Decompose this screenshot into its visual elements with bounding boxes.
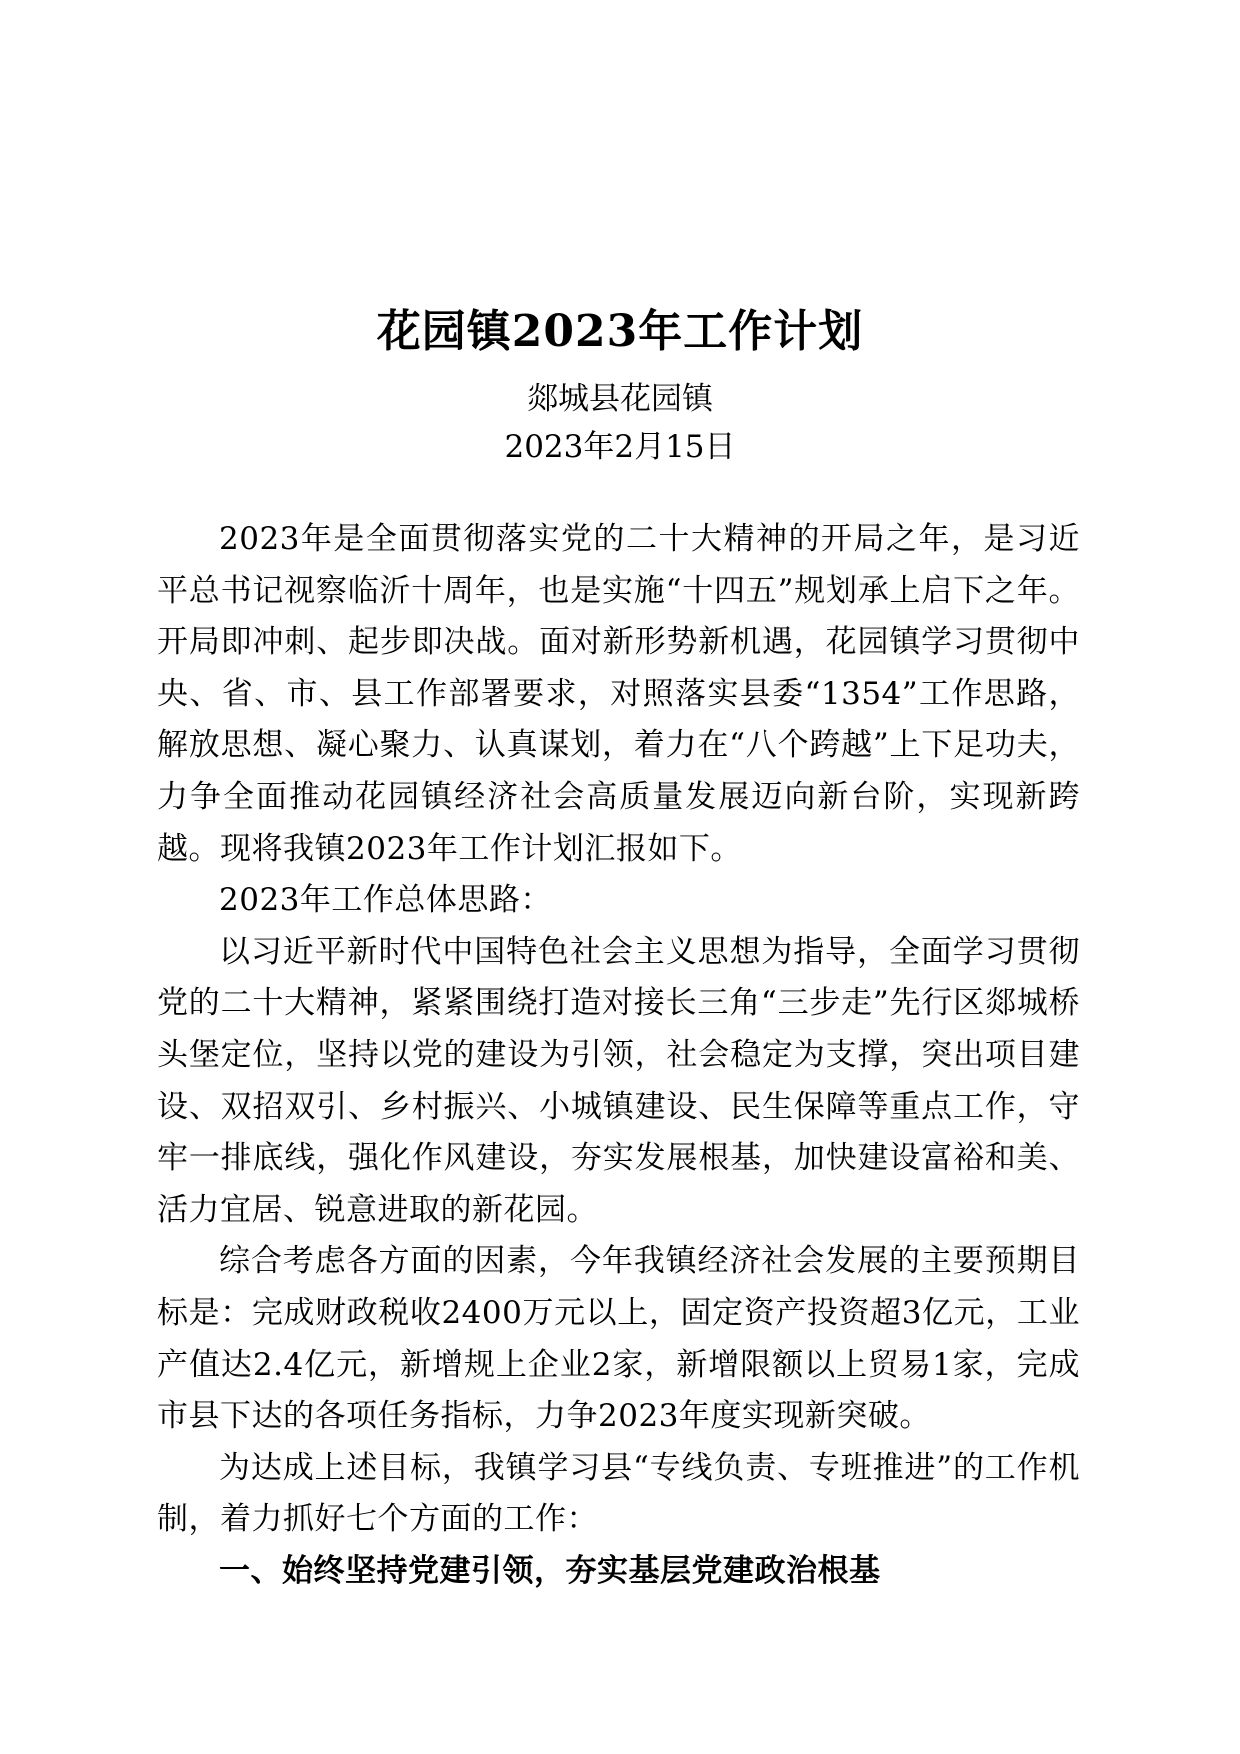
paragraph-intro: 2023年是全面贯彻落实党的二十大精神的开局之年，是习近平总书记视察临沂十周年，也是实施“十四五”规划承上启下之年。开局即冲刺、起步即决战。面对新形势新机遇，花园镇学习贯彻中央、省、市、县工作部署要求，对照落实县委“1354”工作思路，解放思想、凝心聚力、认真谋划，着力在“八个跨越”上下足功夫，力争全面推动花园镇经济社会高质量发展迈向新台阶，实现新跨越。现将我镇2023年工作计划汇报如下。 (157, 521, 1080, 867)
document-body (157, 514, 1080, 1597)
paragraph-guiding-thought: 以习近平新时代中国特色社会主义思想为指导，全面学习贯彻党的二十大精神，紧紧围绕打造对接长三角“三步走”先行区郯城桥头堡定位，坚持以党的建设为引领，社会稳定为支撑，突出项目建设、双招双引、乡村振兴、小城镇建设、民生保障等重点工作，守牢一排底线，强化作风建设，夯实发展根基，加快建设富裕和美、活力宜居、锐意进取的新花园。 (157, 933, 1080, 1228)
paragraph-overall-idea-label: 2023年工作总体思路： (219, 882, 552, 919)
paragraph-mechanism: 为达成上述目标，我镇学习县“专线负责、专班推进”的工作机制，着力抓好七个方面的工作： (157, 1449, 1080, 1538)
paragraph-targets: 综合考虑各方面的因素，今年我镇经济社会发展的主要预期目标是：完成财政税收2400万元以上，固定资产投资超3亿元，工业产值达2.4亿元，新增规上企业2家，新增限额以上贸易1家，完成市县下达的各项任务指标，力争2023年度实现新突破。 (157, 1243, 1080, 1435)
document-title: 花园镇2023年工作计划 (376, 306, 864, 357)
section-heading-1: 一、始终坚持党建引领，夯实基层党建政治根基 (219, 1552, 881, 1589)
issuing-organization: 郯城县花园镇 (527, 381, 713, 417)
document-date: 2023年2月15日 (504, 429, 736, 465)
